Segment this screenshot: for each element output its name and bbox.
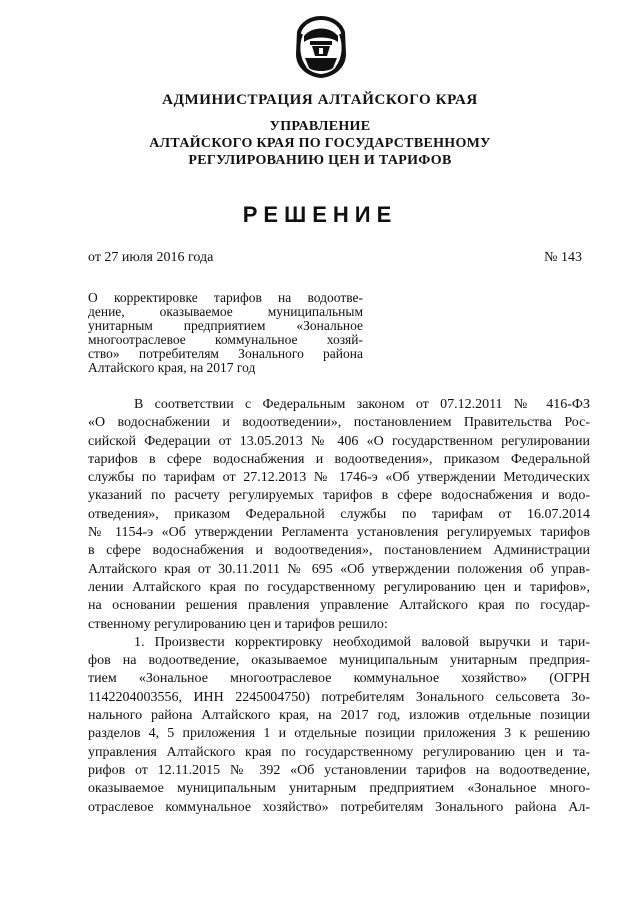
body-line: 1142204003556, ИНН 2245004750) потребителям Зонального сельсовета Зо- [88, 689, 590, 705]
document-title: РЕШЕНИЕ [242, 202, 398, 227]
document-date: от 27 июля 2016 года [88, 250, 214, 265]
document-number: № 143 [544, 250, 582, 265]
body-line: нального района Алтайского края, на 2017 год, изложив отдельные позиции [88, 708, 590, 724]
body-line: службы по тарифам от 27.12.2013 № 1746-э «Об утверждении Методических [88, 470, 590, 486]
document-body [88, 396, 590, 817]
body-line: № 1154-э «Об утверждении Регламента установления регулируемых тарифов [88, 525, 590, 541]
body-line: лении Алтайского края по государственному регулированию цен и тарифов», [88, 579, 590, 595]
subject-line: О корректировке тарифов на водоотве- [88, 290, 363, 305]
body-line: Алтайского края от 30.11.2011 № 695 «Об утверждении положения об управ- [88, 561, 590, 577]
body-line: тарифов в сфере водоснабжения и водоотведения», приказом Федеральной [88, 451, 590, 467]
department-heading-line-3: РЕГУЛИРОВАНИЮ ЦЕН И ТАРИФОВ [188, 153, 452, 168]
subject-line: унитарным предприятием «Зональное [88, 318, 363, 333]
body-line: в сфере водоснабжения и водоотведения», постановлением Администрации [88, 543, 590, 559]
body-line: отраслевое коммунальное хозяйство» потребителям Зонального района Ал- [88, 799, 590, 815]
body-line: на основании решения правления управление Алтайского края по государ- [88, 598, 590, 614]
body-line: ственному регулированию цен и тарифов решило: [88, 616, 388, 632]
subject-line: ство» потребителям Зонального района [88, 346, 363, 361]
document-subject [88, 291, 363, 375]
body-line: тием «Зональное многоотраслевое коммунальное хозяйство» (ОГРН [88, 671, 590, 687]
subject-line: многоотраслевое коммунальное хозяй- [88, 332, 363, 347]
body-line: 1. Произвести корректировку необходимой валовой выручки и тари- [134, 634, 590, 650]
administration-heading: АДМИНИСТРАЦИЯ АЛТАЙСКОГО КРАЯ [162, 92, 478, 108]
body-line: указаний по расчету регулируемых тарифов в сфере водоснабжения и водо- [88, 488, 590, 504]
body-line: оказываемое муниципальным унитарным предприятием «Зональное много- [88, 781, 590, 797]
subject-line: Алтайского края, на 2017 год [88, 360, 256, 375]
coat-of-arms-emblem [292, 14, 350, 80]
body-line: рифов от 12.11.2015 № 392 «Об установлении тарифов на водоотведение, [88, 762, 590, 778]
body-line: разделов 4, 5 приложения 1 и отдельные позиции приложения 3 к решению [88, 726, 590, 742]
department-heading-line-2: АЛТАЙСКОГО КРАЯ ПО ГОСУДАРСТВЕННОМУ [149, 136, 491, 151]
body-line: отведения», приказом Федеральной службы по тарифам от 16.07.2014 [88, 506, 590, 522]
subject-line: дение, оказываемое муниципальным [88, 304, 363, 319]
body-line: В соответствии с Федеральным законом от 07.12.2011 № 416-ФЗ [134, 397, 590, 412]
body-line: «О водоснабжении и водоотведении», постановлением Правительства Рос- [88, 415, 590, 431]
body-line: сийской Федерации от 13.05.2013 № 406 «О государственном регулировании [88, 433, 590, 449]
department-heading-line-1: УПРАВЛЕНИЕ [269, 119, 371, 134]
body-line: фов на водоотведение, оказываемое муниципальным унитарным предприя- [88, 653, 590, 669]
body-line: управления Алтайского края по государственному регулированию цен и та- [88, 744, 590, 760]
